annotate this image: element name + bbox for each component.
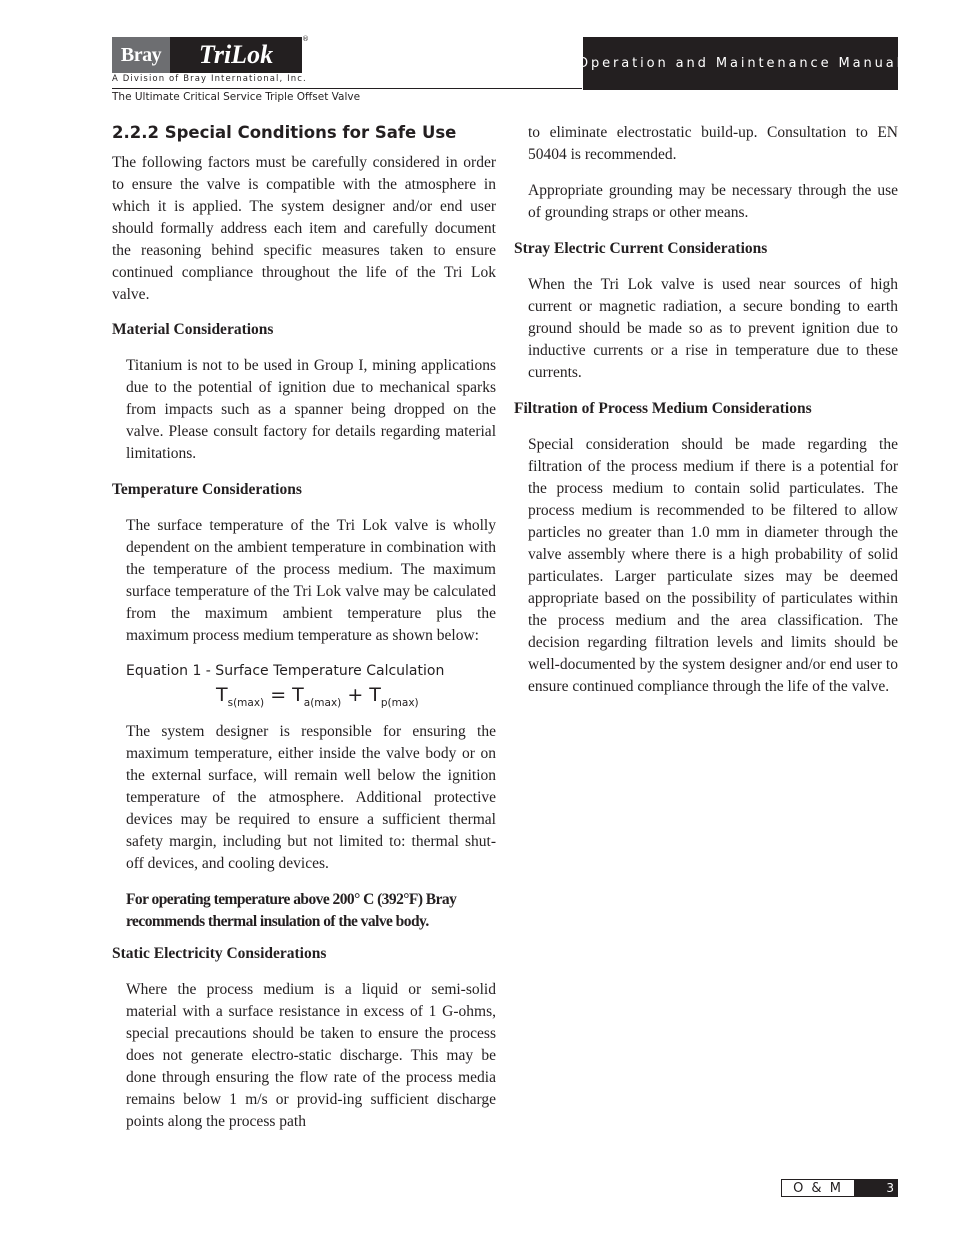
temperature-paragraph: The surface temperature of the Tri Lok valve is wholly dependent on the ambient temperature in combination with the temperature of the process medium. The maximum surface temperature of the Tri Lok valve may be calculated from the maximum ambient temperature plus the maximum process medium temperature as shown below: xyxy=(126,517,496,644)
equation-caption: Equation 1 - Surface Temperature Calculation xyxy=(126,663,445,679)
static-paragraph-continued: to eliminate electrostatic build-up. Consultation to EN 50404 is recommended. xyxy=(528,124,898,163)
formula-term: T xyxy=(369,684,381,706)
formula-subscript: s(max) xyxy=(227,697,265,709)
formula-subscript: a(max) xyxy=(303,697,342,709)
material-heading: Material Considerations xyxy=(112,321,274,338)
manual-title: Operation and Maintenance Manual xyxy=(583,37,898,90)
header-divider xyxy=(112,88,582,89)
right-column xyxy=(514,122,898,698)
grounding-paragraph: Appropriate grounding may be necessary through the use of grounding straps or other means. xyxy=(528,182,898,221)
formula-operator: + xyxy=(341,684,370,706)
stray-current-heading: Stray Electric Current Considerations xyxy=(514,240,768,257)
section-title: 2.2.2 Special Conditions for Safe Use xyxy=(112,123,457,142)
footer-label: O & M xyxy=(781,1179,855,1197)
intro-paragraph: The following factors must be carefully considered in order to ensure the valve is compatible with the atmosphere in which it is applied. The system designer and/or end user should formally address each item and carefully document the reasoning behind specific measures taken to ensure continued compliance throughout the life of the Tri Lok valve. xyxy=(112,154,496,303)
trilok-logo: TriLok xyxy=(170,37,302,73)
insulation-note: For operating temperature above 200° C (392°F) Bray recommends thermal insulation of the valve body. xyxy=(126,891,457,930)
page-number: 3 xyxy=(855,1179,898,1197)
surface-temperature-formula xyxy=(216,683,496,715)
material-paragraph: Titanium is not to be used in Group I, mining applications due to the potential of ignition due to mechanical sparks from impacts such as a spanner being dropped on the valve. Please consult factory for details regarding material limitations. xyxy=(126,357,496,462)
tagline: The Ultimate Critical Service Triple Offset Valve xyxy=(112,91,361,103)
static-heading: Static Electricity Considerations xyxy=(112,945,327,962)
designer-paragraph: The system designer is responsible for ensuring the maximum temperature, either inside the valve body or on the external surface, will remain well below the ignition temperature of the atmosphere. Additional protective devices may be required to ensure a sufficient thermal safety margin, including but not limited to: thermal shut-off devices, and cooling devices. xyxy=(126,723,496,872)
formula-operator: = xyxy=(264,684,293,706)
filtration-heading: Filtration of Process Medium Considerations xyxy=(514,400,812,417)
division-text: A Division of Bray International, Inc. xyxy=(112,74,307,84)
temperature-heading: Temperature Considerations xyxy=(112,481,302,498)
stray-current-paragraph: When the Tri Lok valve is used near sources of high current or magnetic radiation, a secure bonding to earth ground should be made so as to prevent ignition due to inductive currents or a rise in temperature due to these currents. xyxy=(528,276,898,381)
formula-term: T xyxy=(292,684,304,706)
bray-logo: Bray xyxy=(112,37,170,73)
formula-subscript: p(max) xyxy=(380,697,419,709)
formula-term: T xyxy=(216,684,228,706)
filtration-paragraph: Special consideration should be made regarding the filtration of the process medium if there is a potential for the process medium to contain solid particulates. The process medium is recommended to be filtered to allow particles no greater than 1.0 mm in diameter through the valve assembly where there is a high probability of solid particulates. Larger particulate sizes may be deemed appropriate based on the possibility of particulates within the process medium and the area classification. The decision regarding filtration levels and limits should be well-documented by the system designer and/or end user to ensure continued compliance through the life of the valve. xyxy=(528,436,898,695)
left-column xyxy=(112,122,496,1133)
static-paragraph: Where the process medium is a liquid or semi-solid material with a surface resistance in excess of 1 G-ohms, special precautions should be taken to ensure the process does not generate electro-static discharge. This may be done through ensuring the flow rate of the process media remains below 1 m/s or provid-ing sufficient discharge points along the process path xyxy=(126,981,496,1130)
registered-mark: ® xyxy=(302,35,309,43)
